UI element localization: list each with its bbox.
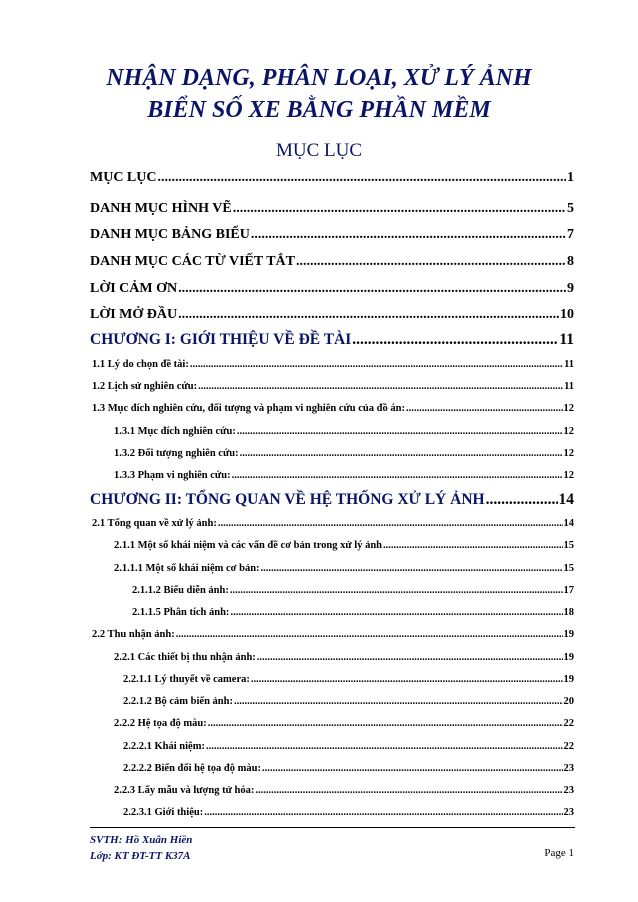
toc-entry[interactable]: 2.2.2.2 Biến đổi hệ tọa độ màu: ..... 23 <box>123 763 574 774</box>
toc-entry[interactable]: LỜI CẢM ƠN ..... 9 <box>90 281 574 297</box>
toc-entry[interactable]: 1.3.1 Mục đích nghiên cứu: ..... 12 <box>114 426 574 437</box>
toc-entry[interactable]: 2.2.1.1 Lý thuyết về camera: ..... 19 <box>123 674 574 685</box>
toc-entry[interactable]: 2.2.2.1 Khái niệm: ..... 22 <box>123 741 574 752</box>
footer-class: Lớp: KT ĐT-TT K37A <box>90 850 191 862</box>
toc-entry[interactable]: DANH MỤC BẢNG BIỂU ..... 7 <box>90 227 574 243</box>
toc-entry[interactable]: 2.1 Tổng quan về xử lý ảnh: ..... 14 <box>92 518 574 529</box>
toc-entry[interactable]: 2.1.1.1 Một số khái niệm cơ bản: ..... 15 <box>114 563 574 574</box>
toc-entry[interactable]: MỤC LỤC ..... 1 <box>90 170 574 186</box>
toc-entry[interactable]: 2.1.1.2 Biểu diễn ảnh: ..... 17 <box>132 585 574 596</box>
toc-entry[interactable]: 2.2.1.2 Bộ cảm biến ảnh: ..... 20 <box>123 696 574 707</box>
toc-entry[interactable]: 2.2.3 Lấy mẫu và lượng tử hóa: ..... 23 <box>114 785 574 796</box>
document-title-line-1: NHẬN DẠNG, PHÂN LOẠI, XỬ LÝ ẢNH <box>106 65 532 91</box>
toc-entry[interactable]: 2.2 Thu nhận ảnh: ..... 19 <box>92 629 574 640</box>
toc-chapter-entry[interactable]: CHƯƠNG II: TỔNG QUAN VỀ HỆ THỐNG XỬ LÝ ẢNH ..... 14 <box>90 491 574 509</box>
footer-divider <box>90 827 575 828</box>
toc-entry[interactable]: 1.3.2 Đối tượng nghiên cứu: ..... 12 <box>114 448 574 459</box>
footer-student: SVTH: Hồ Xuân Hiền <box>90 834 193 846</box>
toc-entry[interactable]: DANH MỤC HÌNH VẼ ..... 5 <box>90 201 574 217</box>
toc-entry[interactable]: 2.2.2 Hệ tọa độ màu: ..... 22 <box>114 718 574 729</box>
toc-entry[interactable]: 2.2.3.1 Giới thiệu: ..... 23 <box>123 807 574 818</box>
toc-chapter-entry[interactable]: CHƯƠNG I: GIỚI THIỆU VỀ ĐỀ TÀI ..... 11 <box>90 331 574 349</box>
toc-entry[interactable]: 1.3.3 Phạm vi nghiên cứu: ..... 12 <box>114 470 574 481</box>
toc-entry[interactable]: 2.1.1.5 Phân tích ảnh: ..... 18 <box>132 607 574 618</box>
footer-author-info <box>90 832 192 864</box>
document-title-line-2: BIỂN SỐ XE BẰNG PHẦN MỀM <box>147 97 491 123</box>
toc-entry[interactable]: 2.2.1 Các thiết bị thu nhận ảnh: ..... 19 <box>114 652 574 663</box>
toc-entry[interactable]: 1.1 Lý do chọn đề tài: ..... 11 <box>92 359 574 370</box>
toc-entry[interactable]: 2.1.1 Một số khái niệm và các vấn đề cơ bản trong xử lý ảnh ..... 15 <box>114 540 574 551</box>
toc-entry[interactable]: DANH MỤC CÁC TỪ VIẾT TẮT ..... 8 <box>90 254 574 270</box>
toc-entry[interactable]: 1.2 Lịch sử nghiên cứu: ..... 11 <box>92 381 574 392</box>
toc-entry[interactable]: LỜI MỞ ĐẦU ..... 10 <box>90 307 574 323</box>
footer-page-number: Page 1 <box>544 847 574 859</box>
toc-entry[interactable]: 1.3 Mục đích nghiên cứu, đối tượng và phạm vi nghiên cứu của đồ án: ..... 12 <box>92 403 574 414</box>
toc-heading: MỤC LỤC <box>275 140 363 161</box>
